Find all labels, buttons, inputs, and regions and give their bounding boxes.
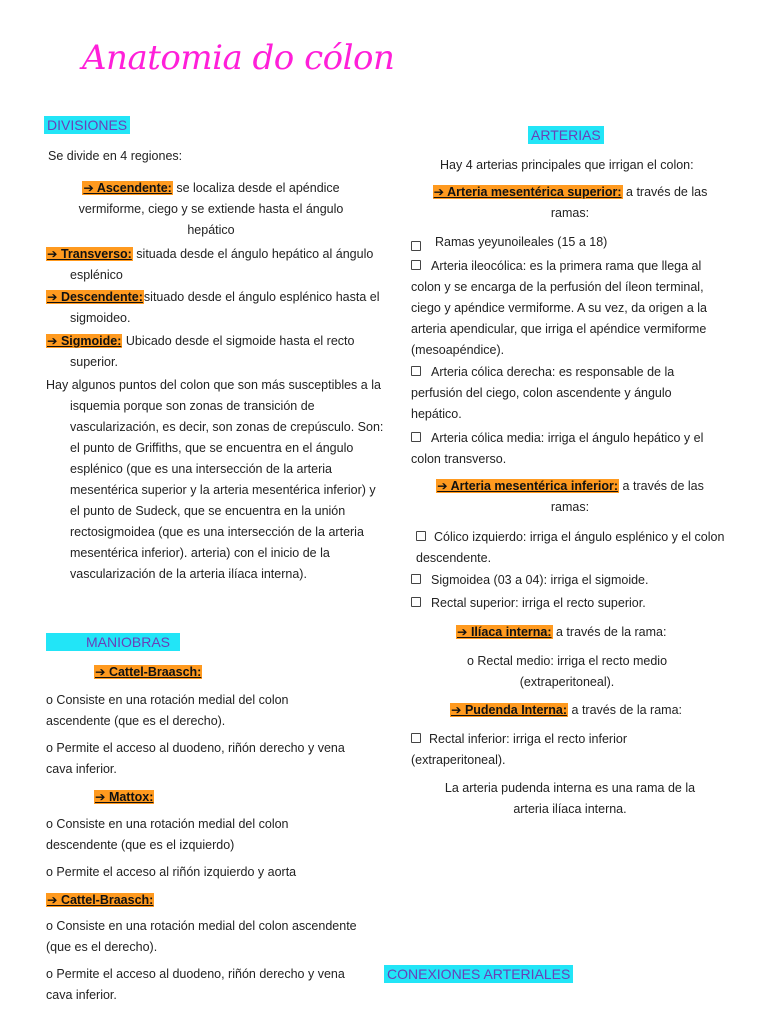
maniobra-1-title (94, 662, 202, 683)
mattox-label: ➔ Mattox: (95, 790, 154, 804)
conexiones-heading: CONEXIONES ARTERIALES (384, 965, 573, 983)
checkbox-icon[interactable] (411, 597, 421, 607)
mesenterica-superior (430, 182, 710, 224)
checkbox-icon[interactable] (416, 531, 426, 541)
page-title: Anatomia do cólon (82, 38, 395, 78)
cattel-braasch-label-2: ➔ Cattel-Braasch: (47, 893, 154, 907)
division-sigmoide (46, 331, 380, 373)
maniobras-heading: MANIOBRAS (46, 633, 180, 651)
maniobra-3-title (46, 890, 154, 911)
maniobra-2-p2: o Permite el acceso al riñón izquierdo y aorta (46, 865, 297, 879)
rectal-medio: o Rectal medio: irriga el recto medio (extraperitoneal). (466, 654, 668, 689)
mesenterica-inferior (430, 476, 710, 518)
descendente-label: ➔ Descendente: (47, 290, 143, 304)
rectal-inferior: Rectal inferior: irriga el recto inferior (extraperitoneal). (411, 732, 627, 767)
checkbox-icon[interactable] (411, 574, 421, 584)
sigmoide-text: Ubicado desde el sigmoide hasta el recto superior. (70, 334, 355, 369)
mesenterica-inferior-label: ➔ Arteria mesentérica inferior: (437, 479, 619, 493)
arterias-heading: ARTERIAS (528, 126, 604, 144)
checkbox-icon[interactable] (411, 241, 421, 251)
maniobra-3-p1: o Consiste en una rotación medial del colon ascendente (que es el derecho). (46, 919, 357, 954)
transverso-label: ➔ Transverso: (47, 247, 132, 261)
isquemia-paragraph: Hay algunos puntos del colon que son más susceptibles a la isquemia porque son zonas de transición de vascularización, es decir, son zonas de crepúsculo. Son: el punto de Griffiths, que se encuentra en el ángulo esplénico (que es una intersección de la arteria mesentérica superior y la arteria mesentérica inferior) y el punto de Sudeck, que se encuentra en la unión rectosigmoidea (que es una intersección de la arteria mesentérica inferior). arteria) con el inicio de la vascularización de la arteria ilíaca interna). (46, 378, 384, 581)
checkbox-icon[interactable] (411, 432, 421, 442)
maniobra-1-p1: o Consiste en una rotación medial del colon ascendente (que es el derecho). (46, 693, 289, 728)
divisiones-intro: Se divide en 4 regiones: (48, 149, 183, 163)
sigmoide-label: ➔ Sigmoide: (47, 334, 122, 348)
checkbox-icon[interactable] (411, 366, 421, 376)
transverso-text: situada desde el ángulo hepático al ángulo esplénico (70, 247, 374, 282)
sup-item-1: Ramas yeyunoileales (15 a 18) (411, 232, 711, 258)
pudenda-note: La arteria pudenda interna es una rama de la arteria ilíaca interna. (444, 781, 696, 816)
checkbox-icon[interactable] (411, 733, 421, 743)
arterias-intro: Hay 4 arterias principales que irrigan el colon: (440, 158, 694, 172)
iliaca-interna-label: ➔ Ilíaca interna: (457, 625, 552, 639)
pudenda-interna: ➔ Pudenda Interna: a través de la rama: (451, 703, 682, 717)
iliaca-interna: ➔ Ilíaca interna: a través de la rama: (457, 625, 667, 639)
division-descendente (46, 287, 380, 329)
mesenterica-superior-label: ➔ Arteria mesentérica superior: (433, 185, 622, 199)
divisiones-heading: DIVISIONES (44, 116, 130, 134)
ascendente-label: ➔ Ascendente: (83, 181, 172, 195)
pudenda-interna-label: ➔ Pudenda Interna: (451, 703, 568, 717)
inf-item-3: Rectal superior: irriga el recto superior. (411, 593, 711, 614)
sup-item-2: Arteria ileocólica: es la primera rama que llega al colon y se encarga de la perfusión del íleon terminal, ciego y apéndice vermiforme. A su vez, da origen a la arteria apendicular, que irriga el apéndice vermiforme (mesoapéndice). (411, 259, 707, 357)
inf-item-1: Cólico izquierdo: irriga el ángulo esplénico y el colon descendente. (416, 530, 725, 565)
mesenterica-inferior-rest: a través de las ramas: (550, 479, 704, 514)
maniobra-2-p1: o Consiste en una rotación medial del colon descendente (que es el izquierdo) (46, 817, 289, 852)
division-transverso (46, 244, 380, 286)
mesenterica-superior-rest: a través de las ramas: (550, 185, 708, 220)
ascendente-text: se localiza desde el apéndice vermiforme, ciego y se extiende hasta el ángulo hepático (78, 181, 344, 237)
maniobra-2-title (94, 787, 154, 808)
sup-item-3: Arteria cólica derecha: es responsable de la perfusión del ciego, colon ascendente y ángulo hepático. (411, 365, 675, 421)
maniobra-3-p2: o Permite el acceso al duodeno, riñón derecho y vena cava inferior. (46, 967, 345, 1002)
maniobra-1-p2: o Permite el acceso al duodeno, riñón derecho y vena cava inferior. (46, 741, 345, 776)
division-ascendente (66, 178, 356, 241)
cattel-braasch-label-1: ➔ Cattel-Braasch: (95, 665, 202, 679)
descendente-text: situado desde el ángulo esplénico hasta el sigmoideo. (70, 290, 380, 325)
inf-item-2: Sigmoidea (03 a 04): irriga el sigmoide. (411, 570, 711, 591)
checkbox-icon[interactable] (411, 260, 421, 270)
sup-item-4: Arteria cólica media: irriga el ángulo hepático y el colon transverso. (411, 431, 704, 466)
